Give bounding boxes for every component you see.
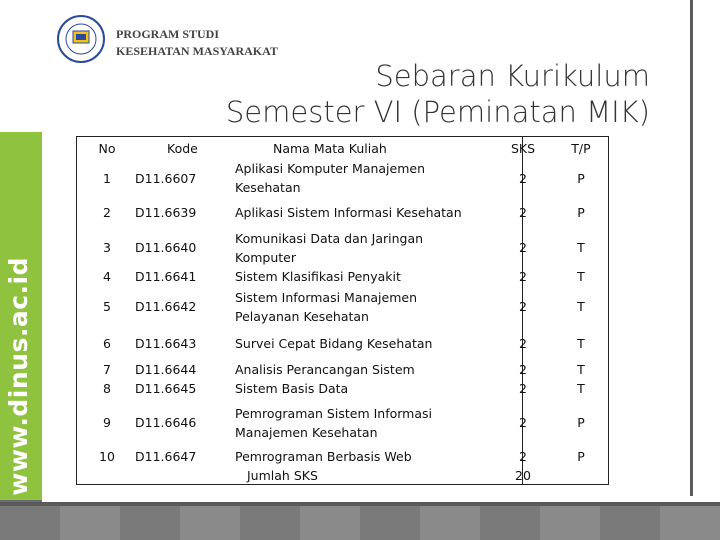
header-nama: Nama Mata Kuliah (273, 141, 387, 156)
row-6-no: 6 (103, 336, 111, 351)
row-4-sks: 2 (519, 269, 527, 284)
header-tp: T/P (571, 141, 591, 156)
row-7-tp: T (577, 362, 585, 377)
row-10-nama-1: Pemrograman Berbasis Web (235, 449, 412, 464)
row-5-nama-2: Pelayanan Kesehatan (235, 309, 369, 324)
row-1-tp: P (577, 171, 585, 186)
page-title (226, 58, 650, 130)
row-1-nama-2: Kesehatan (235, 180, 301, 195)
row-1-no: 1 (103, 171, 111, 186)
row-9-no: 9 (103, 415, 111, 430)
row-4-tp: T (577, 269, 585, 284)
row-3-kode: D11.6640 (135, 240, 197, 255)
brand-line-1: PROGRAM STUDI (116, 27, 220, 41)
row-1-nama-1: Aplikasi Komputer Manajemen (235, 161, 426, 176)
right-divider (690, 0, 693, 496)
row-2-sks: 2 (519, 205, 527, 220)
row-3-tp: T (577, 240, 585, 255)
row-6-kode: D11.6643 (135, 336, 197, 351)
row-8-tp: T (577, 381, 585, 396)
row-10-sks: 2 (519, 449, 527, 464)
row-6-tp: T (577, 336, 585, 351)
row-5-sks: 2 (519, 299, 527, 314)
university-seal-icon (56, 14, 106, 64)
row-9-nama-1: Pemrograman Sistem Informasi (235, 406, 432, 421)
row-10-tp: P (577, 449, 585, 464)
row-10-no: 10 (99, 449, 115, 464)
row-9-nama-2: Manajemen Kesehatan (235, 425, 378, 440)
row-10-kode: D11.6647 (135, 449, 197, 464)
row-3-no: 3 (103, 240, 111, 255)
curriculum-table (76, 136, 609, 485)
row-7-kode: D11.6644 (135, 362, 197, 377)
row-9-kode: D11.6646 (135, 415, 197, 430)
row-2-nama-1: Aplikasi Sistem Informasi Kesehatan (235, 205, 462, 220)
website-url: www.dinus.ac.id (4, 257, 33, 496)
row-2-no: 2 (103, 205, 111, 220)
row-6-sks: 2 (519, 336, 527, 351)
header-kode: Kode (167, 141, 198, 156)
side-bar (0, 0, 42, 540)
row-3-nama-2: Komputer (235, 250, 296, 265)
row-5-kode: D11.6642 (135, 299, 197, 314)
row-5-no: 5 (103, 299, 111, 314)
header-sks: SKS (510, 141, 536, 156)
row-6-nama-1: Survei Cepat Bidang Kesehatan (235, 336, 433, 351)
title-line-1: Sebaran Kurikulum (375, 59, 650, 93)
row-1-sks: 2 (519, 171, 527, 186)
row-4-kode: D11.6641 (135, 269, 197, 284)
row-8-no: 8 (103, 381, 111, 396)
row-4-nama-1: Sistem Klasifikasi Penyakit (235, 269, 401, 284)
row-3-sks: 2 (519, 240, 527, 255)
bottom-strip (0, 502, 720, 540)
row-2-kode: D11.6639 (135, 205, 197, 220)
row-7-sks: 2 (519, 362, 527, 377)
row-8-sks: 2 (519, 381, 527, 396)
row-9-tp: P (577, 415, 585, 430)
brand-line-2: KESEHATAN MASYARAKAT (116, 44, 278, 58)
row-8-kode: D11.6645 (135, 381, 197, 396)
title-line-2: Semester VI (Peminatan MIK) (225, 95, 650, 129)
row-9-sks: 2 (519, 415, 527, 430)
total-label: Jumlah SKS (247, 468, 318, 483)
header-no: No (98, 141, 116, 156)
row-3-nama-1: Komunikasi Data dan Jaringan (235, 231, 424, 246)
row-7-nama-1: Analisis Perancangan Sistem (235, 362, 415, 377)
brand (116, 26, 278, 60)
row-8-nama-1: Sistem Basis Data (235, 381, 349, 396)
row-4-no: 4 (103, 269, 111, 284)
row-5-tp: T (577, 299, 585, 314)
row-1-kode: D11.6607 (135, 171, 197, 186)
row-5-nama-1: Sistem Informasi Manajemen (235, 290, 418, 305)
total-value: 20 (515, 468, 531, 483)
row-7-no: 7 (103, 362, 111, 377)
row-2-tp: P (577, 205, 585, 220)
